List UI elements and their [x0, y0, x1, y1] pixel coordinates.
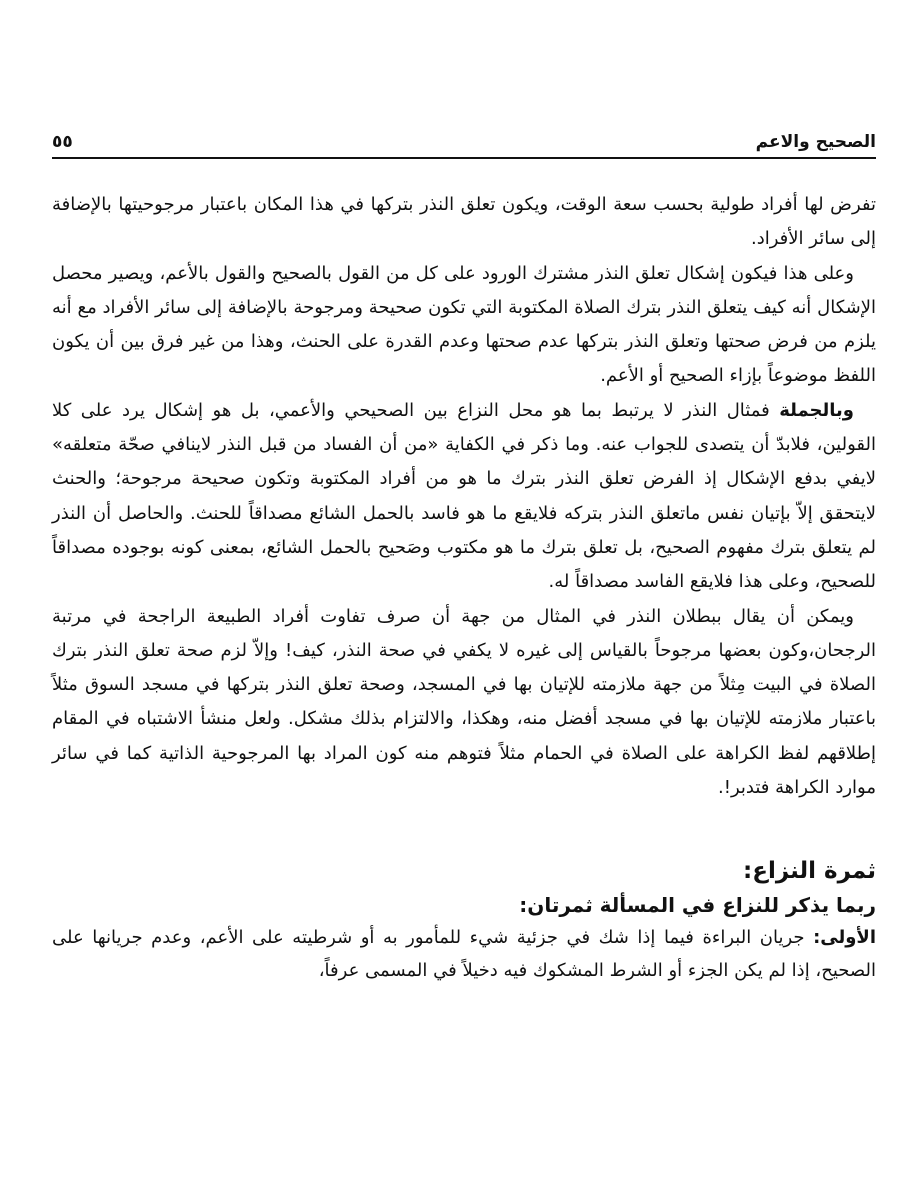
paragraph-5: [52, 921, 876, 987]
running-header: [52, 132, 876, 156]
paragraph-2: وعلى هذا فيكون إشكال تعلق النذر مشترك الورود على كل من القول بالصحيح والقول بالأعم، ويصير محصل الإشكال أنه كيف يتعلق النذر بترك الصلاة المكتوبة التي تكون صحيحة ومرجوحة بالإضافة إلى سائر الأفراد مع أنه يلزم من فرض صحتها وتعلق النذر بتركها عدم صحتها وعدم القدرة على الحنث، وهذا من غير فرق بين أن يكون اللفظ موضوعاً بإزاء الصحيح أو الأعم.: [52, 262, 876, 387]
page-number: ٥٥: [52, 132, 73, 152]
page-body: [52, 188, 876, 987]
paragraph-5-lead: الأولى:: [813, 927, 876, 949]
paragraph-3-text: فمثال النذر لا يرتبط بما هو محل النزاع بين الصحيحي والأعمي، بل هو إشكال يرد على كلا القولين، فلابدّ أن يتصدى للجواب عنه. وما ذكر في الكفاية «من أن الفساد من قبل النذر لاينافي صحّة متعلقه» لايفي بدفع الإشكال إذ الفرض تعلق النذر بترك ما هو من أفراد المكتوبة وتكون صحيحة مرجوحة؛ والحنث لايتحقق إلاّ بإتيان نفس ماتعلق النذر بتركه فلايقع ما هو فاسد بالحمل الشائع مصداقاً للحنث. والحاصل أن النذر لم يتعلق بترك مفهوم الصحيح، بل تعلق بترك ما هو مكتوب وصَحيح بالحمل الشائع، بمعنى كونه بوجوده مصداقاً للصحيح، وعلى هذا فلايقع الفاسد مصداقاً له.: [52, 399, 876, 593]
paragraph-4: ويمكن أن يقال ببطلان النذر في المثال من جهة أن صرف تفاوت أفراد الطبيعة الراجحة في مرتبة الرجحان،وكون بعضها مرجوحاً بالقياس إلى غيره لا يكفي في صحة النذر، كيف! وإلاّ لزم صحة تعلق النذر بترك الصلاة في البيت مِثلاً من جهة ملازمته للإتيان بها في المسجد، وصحة تعلق النذر بتركها في مسجد السوق مثلاً باعتبار ملازمته للإتيان بها في مسجد أفضل منه، وهكذا، والالتزام بذلك مشكل. ولعل منشأ الاشتباه في المقام إطلاقهم لفظ الكراهة على الصلاة في الحمام مثلاً فتوهم منه كون المراد بها المرجوحية الذاتية كما في سائر موارد الكراهة فتدبر!.: [52, 605, 876, 799]
running-title: الصحيح والاعم: [755, 132, 876, 152]
paragraph-5-text: جريان البراءة فيما إذا شك في جزئية شيء للمأمور به أو شرطيته على الأعم، وعدم جريانها على الصحيح، إذا لم يكن الجزء أو الشرط المشكوك فيه دخيلاً في المسمى عرفاً،: [52, 927, 876, 982]
header-rule: [52, 157, 876, 159]
paragraph-3: [52, 394, 876, 600]
section-subtitle: ربما يذكر للنزاع في المسألة ثمرتان:: [519, 893, 876, 918]
section-title: ثمرة النزاع:: [743, 858, 876, 885]
paragraph-3-lead: وبالجملة: [779, 399, 854, 421]
paragraph-1: تفرض لها أفراد طولية بحسب سعة الوقت، ويكون تعلق النذر بتركها في هذا المكان باعتبار مرجوحيتها بالإضافة إلى سائر الأفراد.: [52, 194, 876, 250]
